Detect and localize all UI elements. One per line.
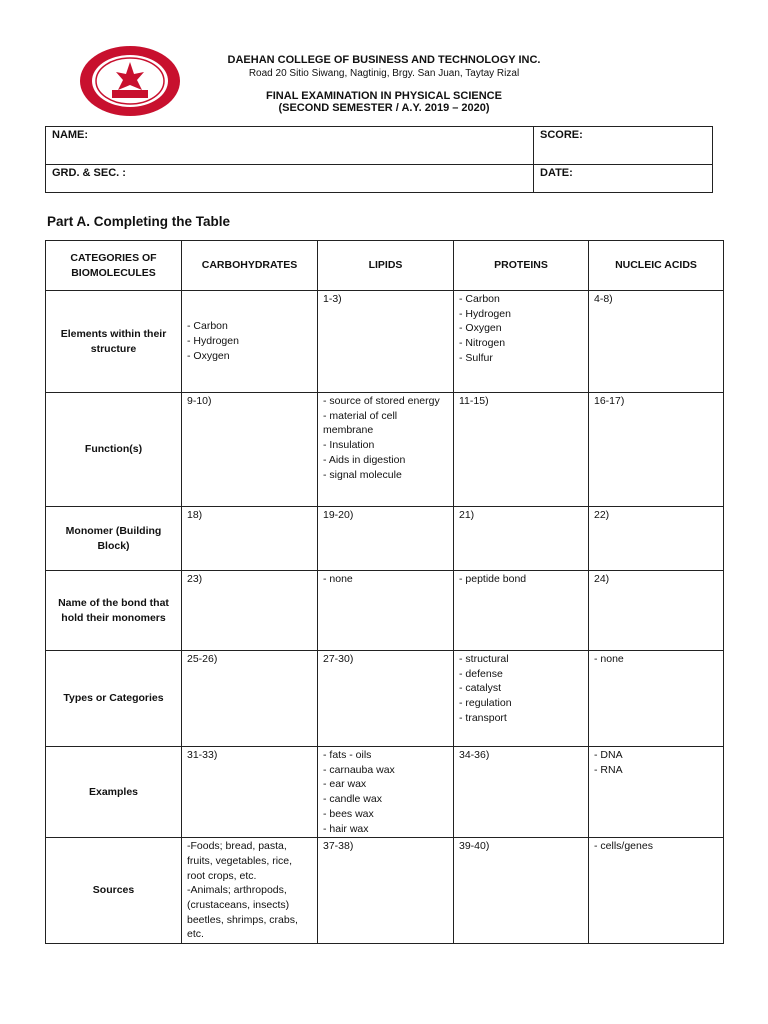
cell-line: - catalyst bbox=[459, 682, 502, 695]
part-a-title: Part A. Completing the Table bbox=[47, 214, 231, 229]
header-categories: CATEGORIES OF BIOMOLECULES bbox=[46, 241, 182, 291]
row-category-label: Elements within their structure bbox=[46, 291, 182, 393]
table-row bbox=[46, 393, 724, 507]
table-cell bbox=[589, 747, 724, 838]
cell-line: - Oxygen bbox=[187, 349, 230, 362]
header-nucleic-acids: NUCLEIC ACIDS bbox=[589, 241, 724, 291]
header-lipids: LIPIDS bbox=[318, 241, 454, 291]
biomolecules-table bbox=[45, 240, 724, 944]
cell-line: - peptide bond bbox=[459, 573, 527, 585]
cell-line: - hair wax bbox=[323, 822, 369, 835]
table-cell bbox=[182, 571, 318, 651]
row-category-label: Monomer (Building Block) bbox=[46, 507, 182, 571]
table-cell bbox=[318, 838, 454, 944]
table-cell bbox=[589, 571, 724, 651]
table-row bbox=[46, 291, 724, 393]
cell-line: 16-17) bbox=[594, 395, 625, 407]
table-cell bbox=[318, 571, 454, 651]
table-cell bbox=[589, 291, 724, 393]
row-category-label: Types or Categories bbox=[46, 651, 182, 747]
grade-section-field[interactable]: GRD. & SEC. : bbox=[46, 165, 534, 193]
date-field[interactable]: DATE: bbox=[534, 165, 713, 193]
cell-line: 4-8) bbox=[594, 293, 613, 305]
cell-line: 27-30) bbox=[323, 653, 354, 665]
table-cell bbox=[454, 747, 589, 838]
school-name: DAEHAN COLLEGE OF BUSINESS AND TECHNOLOGY INC. bbox=[227, 54, 541, 66]
table-cell bbox=[182, 651, 318, 747]
cell-line: - Hydrogen bbox=[187, 335, 239, 348]
cell-line: -Foods; bread, pasta, fruits, vegetables, rice, root crops, etc. bbox=[187, 840, 293, 882]
cell-line: - material of cell membrane bbox=[323, 409, 398, 437]
table-cell bbox=[454, 507, 589, 571]
cell-line: 23) bbox=[187, 573, 203, 585]
row-category-label: Sources bbox=[46, 838, 182, 944]
header-proteins: PROTEINS bbox=[454, 241, 589, 291]
table-cell bbox=[454, 571, 589, 651]
cell-line: - bees wax bbox=[323, 807, 374, 820]
cell-line: 34-36) bbox=[459, 749, 490, 761]
cell-line: 18) bbox=[187, 509, 203, 521]
table-header-row bbox=[46, 241, 724, 291]
table-cell bbox=[182, 838, 318, 944]
cell-line: - carnauba wax bbox=[323, 763, 395, 776]
cell-line: 31-33) bbox=[187, 749, 218, 761]
cell-line: 21) bbox=[459, 509, 475, 521]
cell-line: - source of stored energy bbox=[323, 395, 440, 407]
cell-line: 37-38) bbox=[323, 840, 354, 853]
table-cell bbox=[182, 393, 318, 507]
score-field[interactable]: SCORE: bbox=[534, 127, 713, 165]
cell-line: 19-20) bbox=[323, 509, 354, 521]
table-cell bbox=[182, 747, 318, 838]
semester-label: (SECOND SEMESTER / A.Y. 2019 – 2020) bbox=[278, 102, 490, 114]
row-category-label: Function(s) bbox=[46, 393, 182, 507]
cell-line: - Carbon bbox=[459, 293, 500, 305]
cell-line: - transport bbox=[459, 711, 507, 724]
table-cell bbox=[454, 291, 589, 393]
row-category-label: Name of the bond that hold their monomers bbox=[46, 571, 182, 651]
cell-line: - cells/genes bbox=[594, 840, 653, 853]
cell-line: - none bbox=[594, 653, 624, 665]
table-cell bbox=[318, 651, 454, 747]
name-field[interactable]: NAME: bbox=[46, 127, 534, 165]
header-carbohydrates: CARBOHYDRATES bbox=[182, 241, 318, 291]
cell-line: - Carbon bbox=[187, 320, 228, 333]
cell-line: - none bbox=[323, 573, 353, 585]
table-cell bbox=[454, 393, 589, 507]
table-cell bbox=[589, 507, 724, 571]
table-row bbox=[46, 651, 724, 747]
table-cell bbox=[318, 747, 454, 838]
table-cell bbox=[589, 393, 724, 507]
table-row bbox=[46, 838, 724, 944]
cell-line: 9-10) bbox=[187, 395, 212, 407]
cell-line: - candle wax bbox=[323, 793, 382, 806]
table-cell bbox=[318, 291, 454, 393]
cell-line: - Insulation bbox=[323, 439, 375, 452]
student-info-table bbox=[45, 126, 713, 193]
cell-line: - Oxygen bbox=[459, 322, 502, 335]
cell-line: 22) bbox=[594, 509, 610, 521]
school-address: Road 20 Sitio Siwang, Nagtinig, Brgy. San Juan, Taytay Rizal bbox=[248, 68, 520, 79]
table-cell bbox=[454, 651, 589, 747]
cell-line: 39-40) bbox=[459, 840, 490, 853]
table-cell bbox=[318, 507, 454, 571]
cell-line: - structural bbox=[459, 653, 509, 665]
cell-line: - Nitrogen bbox=[459, 337, 506, 350]
table-row bbox=[46, 571, 724, 651]
cell-line: -Animals; arthropods, (crustaceans, insects) beetles, shrimps, crabs, etc. bbox=[187, 884, 298, 941]
cell-line: 11-15) bbox=[459, 395, 489, 407]
cell-line: - Aids in digestion bbox=[323, 453, 406, 466]
cell-line: - ear wax bbox=[323, 778, 367, 791]
cell-line: - defense bbox=[459, 667, 503, 680]
table-cell bbox=[182, 291, 318, 393]
row-category-label: Examples bbox=[46, 747, 182, 838]
cell-line: - signal molecule bbox=[323, 468, 402, 481]
table-row bbox=[46, 507, 724, 571]
cell-line: - fats - oils bbox=[323, 749, 372, 761]
cell-line: 1-3) bbox=[323, 293, 342, 305]
cell-line: - Hydrogen bbox=[459, 307, 511, 320]
table-cell bbox=[589, 651, 724, 747]
table-cell bbox=[454, 838, 589, 944]
table-cell bbox=[182, 507, 318, 571]
cell-line: - DNA bbox=[594, 749, 623, 761]
table-cell bbox=[589, 838, 724, 944]
cell-line: - regulation bbox=[459, 697, 512, 710]
cell-line: - Sulfur bbox=[459, 351, 493, 364]
exam-title: FINAL EXAMINATION IN PHYSICAL SCIENCE bbox=[266, 90, 502, 102]
cell-line: 25-26) bbox=[187, 653, 218, 665]
cell-line: - RNA bbox=[594, 763, 623, 776]
table-row bbox=[46, 747, 724, 838]
cell-line: 24) bbox=[594, 573, 610, 585]
table-cell bbox=[318, 393, 454, 507]
